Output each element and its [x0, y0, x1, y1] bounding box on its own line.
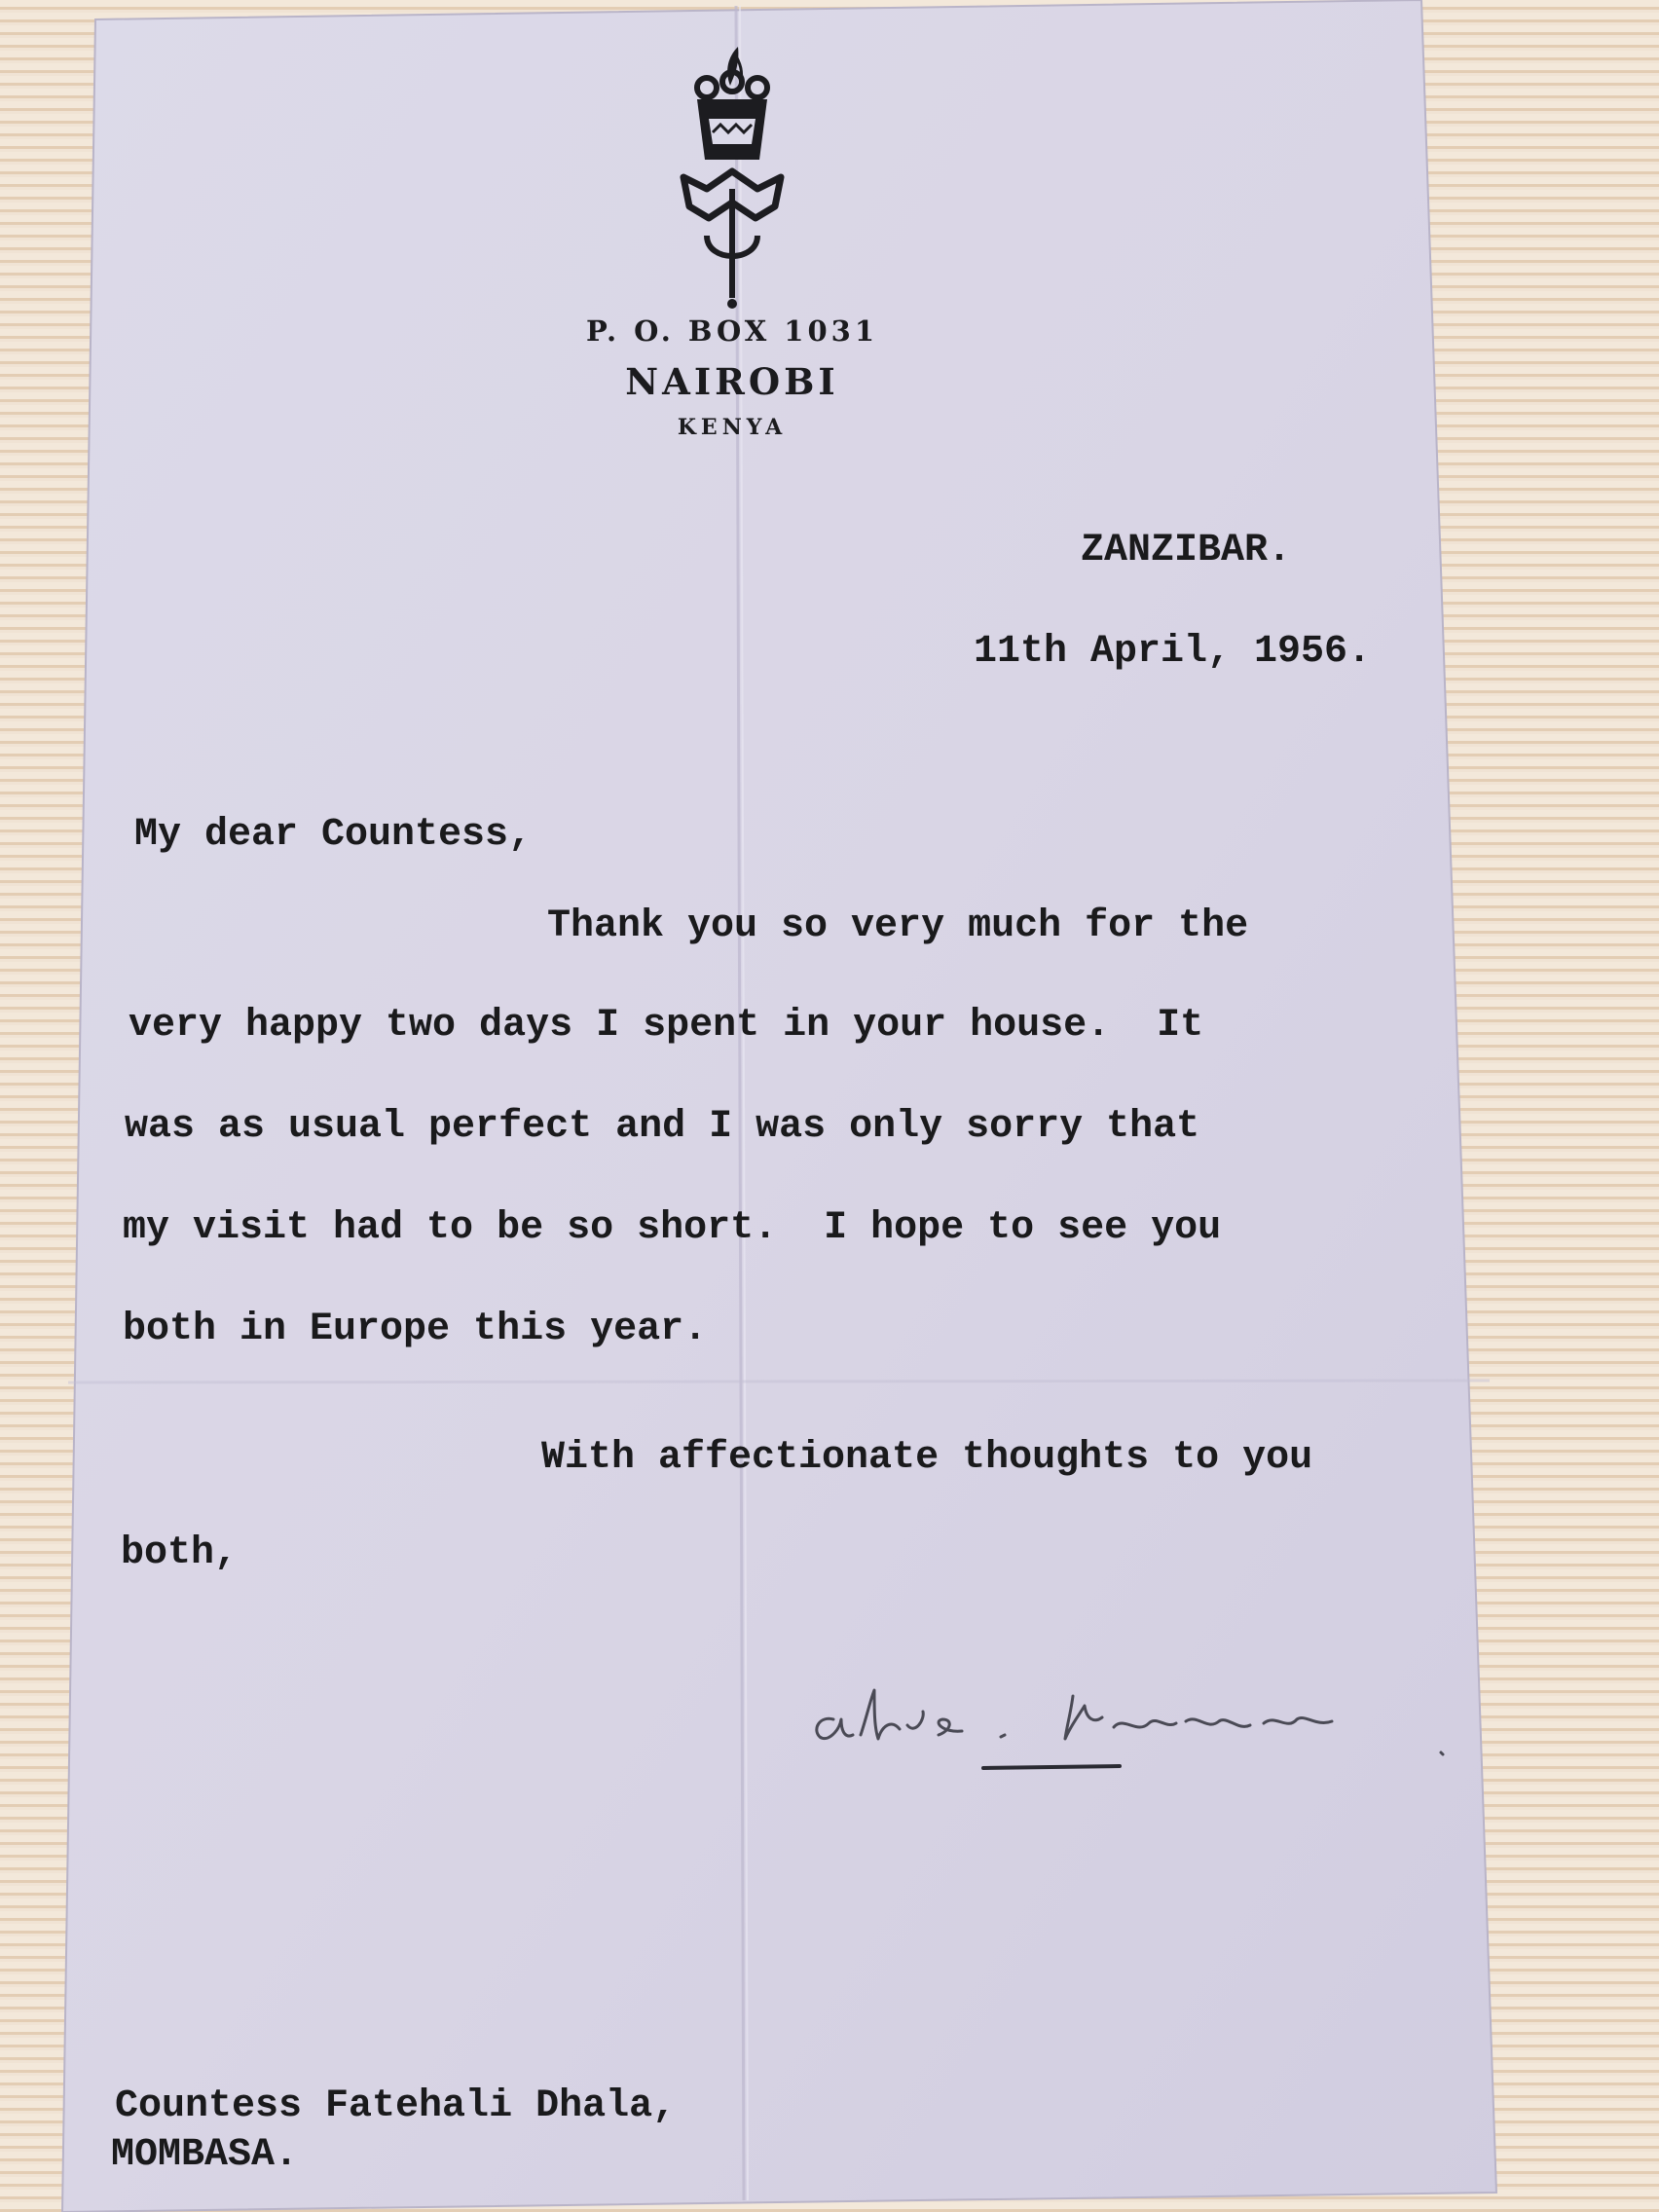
letterhead-city: NAIROBI: [625, 360, 839, 403]
closing-line: With affectionate thoughts to you: [541, 1436, 1313, 1480]
body-line: Thank you so very much for the: [547, 904, 1249, 948]
letterhead-po-box: P. O. BOX 1031: [585, 314, 879, 348]
letter-place: ZANZIBAR.: [1081, 529, 1292, 572]
salutation: My dear Countess,: [134, 813, 533, 857]
letter-date: 11th April, 1956.: [974, 630, 1372, 674]
letterhead-country: KENYA: [677, 415, 788, 440]
body-line: was as usual perfect and I was only sorry that: [125, 1105, 1200, 1149]
body-line: my visit had to be so short. I hope to see you: [123, 1206, 1222, 1250]
addressee-city: MOMBASA.: [111, 2133, 299, 2177]
closing-line: both,: [121, 1531, 239, 1575]
body-line: very happy two days I spent in your house. It: [129, 1004, 1204, 1048]
handwritten-signature-icon: [806, 1667, 1449, 1774]
feather-crown-crest-icon: [678, 43, 787, 312]
addressee-name: Countess Fatehali Dhala,: [115, 2084, 677, 2128]
body-line: both in Europe this year.: [123, 1308, 708, 1351]
